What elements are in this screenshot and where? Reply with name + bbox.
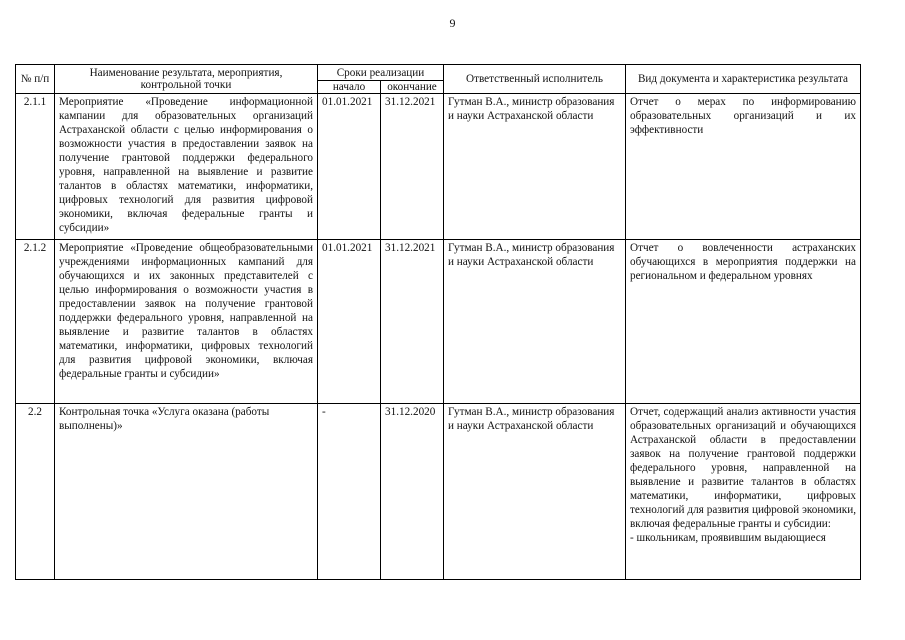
table-row bbox=[16, 240, 861, 404]
row-responsible: Гутман В.А., министр образования и науки Астраханской области bbox=[444, 240, 626, 404]
row-name: Контрольная точка «Услуга оказана (работы выполнены)» bbox=[55, 404, 318, 580]
table-row bbox=[16, 94, 861, 240]
page-number: 9 bbox=[449, 16, 456, 30]
header-name: Наименование результата, мероприятия, контрольной точки bbox=[55, 65, 318, 94]
row-doc bbox=[626, 404, 861, 580]
row-start: 01.01.2021 bbox=[318, 240, 381, 404]
row-number: 2.1.1 bbox=[16, 94, 55, 240]
row-doc-extra: - школьникам, проявившим выдающиеся bbox=[630, 532, 826, 544]
row-start: 01.01.2021 bbox=[318, 94, 381, 240]
header-end: окончание bbox=[381, 81, 444, 94]
header-period: Сроки реализации bbox=[318, 65, 444, 81]
row-doc: Отчет о вовлеченности астраханских обучающихся в мероприятия поддержки на региональном и федеральном уровнях bbox=[626, 240, 861, 404]
row-number: 2.1.2 bbox=[16, 240, 55, 404]
row-responsible: Гутман В.А., министр образования и науки Астраханской области bbox=[444, 94, 626, 240]
table-row bbox=[16, 404, 861, 580]
row-doc: Отчет о мерах по информированию образовательных организаций и их эффективности bbox=[626, 94, 861, 240]
header-doc: Вид документа и характеристика результата bbox=[626, 65, 861, 94]
row-name: Мероприятие «Проведение общеобразовательными учреждениями информационных кампаний для обучающихся и их законных представителей с целью информирования о возможности участия в предоставлении заявок на получение грантовой поддержки федерального уровня, направленной на выявление и развитие талантов в областях математики, информатики, цифровых технологий для развития цифровой экономики, включая федеральные гранты и субсидии» bbox=[55, 240, 318, 404]
header-start: начало bbox=[318, 81, 381, 94]
row-number: 2.2 bbox=[16, 404, 55, 580]
row-end: 31.12.2020 bbox=[381, 404, 444, 580]
header-responsible: Ответственный исполнитель bbox=[444, 65, 626, 94]
results-table bbox=[15, 64, 861, 580]
row-end: 31.12.2021 bbox=[381, 240, 444, 404]
row-name: Мероприятие «Проведение информационной кампании для образовательных организаций Астраханской области с целью информирования о возможности участия в предоставлении заявок на получение грантовой поддержки федерального уровня, направленной на выявление и развитие талантов в областях математики, информатики, цифровых технологий для развития цифровой экономики, включая федеральные гранты и субсидии» bbox=[55, 94, 318, 240]
row-responsible: Гутман В.А., министр образования и науки Астраханской области bbox=[444, 404, 626, 580]
row-start: - bbox=[318, 404, 381, 580]
row-doc-text: Отчет, содержащий анализ активности участия образовательных организаций и обучающихся Астраханской области в предоставлении заявок на получение грантовой поддержки федерального уровня, направленной на выявление и развитие талантов в областях математики, информатики, цифровых технологий для развития цифровой экономики, включая федеральные гранты и субсидии: bbox=[630, 406, 856, 530]
row-end: 31.12.2021 bbox=[381, 94, 444, 240]
header-num: № п/п bbox=[16, 65, 55, 94]
